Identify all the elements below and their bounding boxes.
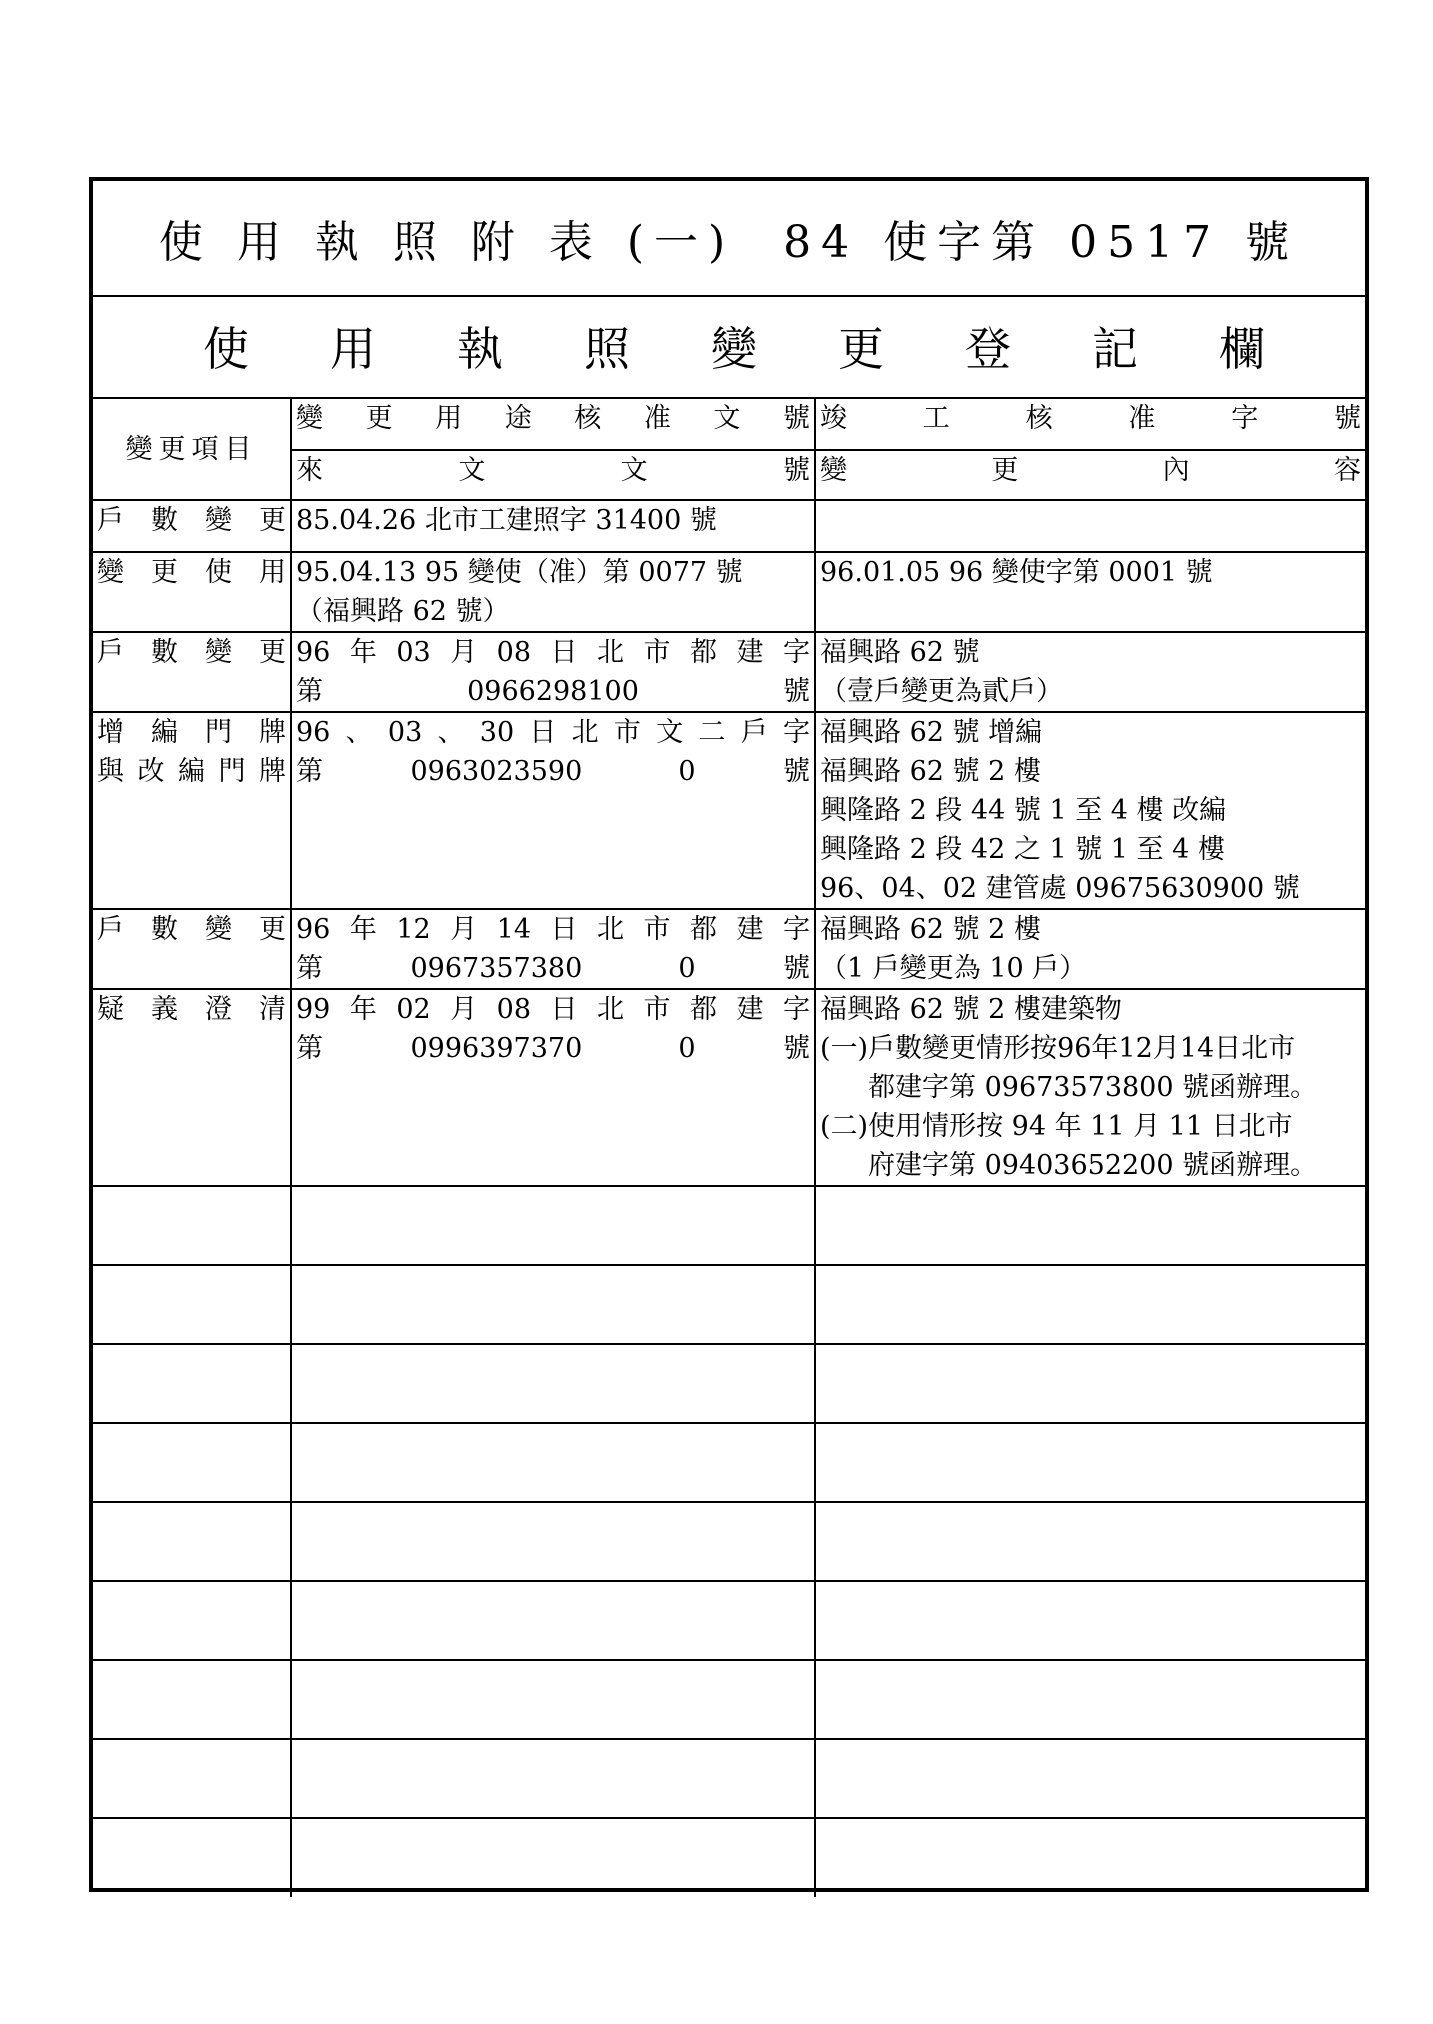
incoming-doc-cell-line: 96、03、30日北市文二戶字 bbox=[296, 717, 810, 748]
table-header-row bbox=[93, 399, 1365, 450]
table-row bbox=[93, 989, 1365, 1186]
header-change-content-text: 變更內容 bbox=[820, 454, 1361, 486]
change-item-cell-line: 戶數變更 bbox=[97, 914, 286, 945]
incoming-doc-cell bbox=[291, 552, 815, 632]
change-content-cell-line: （1 戶變更為 10 戶） bbox=[820, 953, 1087, 984]
section-title-char: 更 bbox=[838, 322, 884, 376]
change-content-cell-line: (一)戶數變更情形按96年12月14日北市 bbox=[820, 1033, 1296, 1064]
header-completion-no-text: 竣工核准字號 bbox=[820, 403, 1361, 434]
change-content-cell-line: （壹戶變更為貳戶） bbox=[820, 676, 1063, 707]
change-item-cell-line: 與改編門牌 bbox=[97, 756, 286, 787]
usage-license-appendix-form bbox=[89, 177, 1369, 1892]
change-content-cell bbox=[815, 632, 1365, 712]
empty-cell bbox=[291, 1660, 815, 1739]
change-content-cell-line: 興隆路 2 段 42 之 1 號 1 至 4 樓 bbox=[820, 834, 1225, 865]
incoming-doc-cell-line: 95.04.13 95 變使（准）第 0077 號 bbox=[296, 557, 743, 588]
empty-cell bbox=[291, 1344, 815, 1423]
change-content-cell-line: 福興路 62 號 2 樓 bbox=[820, 914, 1041, 945]
change-content-cell bbox=[815, 552, 1365, 632]
change-item-cell-line: 疑義澄清 bbox=[97, 994, 286, 1025]
change-item-cell-line: 戶數變更 bbox=[97, 505, 286, 536]
empty-cell bbox=[815, 1739, 1365, 1818]
change-record-table bbox=[93, 399, 1365, 1897]
incoming-doc-cell bbox=[291, 632, 815, 712]
table-row bbox=[93, 500, 1365, 552]
change-item-cell-line: 戶數變更 bbox=[97, 637, 286, 668]
empty-cell bbox=[291, 1265, 815, 1344]
change-item-cell bbox=[93, 989, 291, 1186]
incoming-doc-cell-line: 第0966298100號 bbox=[296, 676, 810, 707]
section-title-char: 用 bbox=[330, 322, 376, 376]
empty-cell bbox=[93, 1265, 291, 1344]
change-content-cell-line: 福興路 62 號 bbox=[820, 637, 980, 668]
empty-table-row bbox=[93, 1502, 1365, 1581]
table-row bbox=[93, 712, 1365, 909]
section-title-char: 執 bbox=[457, 322, 503, 376]
incoming-doc-cell-line: （福興路 62 號） bbox=[296, 596, 510, 627]
incoming-doc-cell-line: 96年12月14日北市都建字 bbox=[296, 914, 810, 945]
change-item-cell bbox=[93, 712, 291, 909]
empty-table-row bbox=[93, 1739, 1365, 1818]
change-item-cell bbox=[93, 500, 291, 552]
change-content-cell-line: 福興路 62 號 2 樓 bbox=[820, 756, 1041, 787]
incoming-doc-cell bbox=[291, 712, 815, 909]
header-approval-doc bbox=[291, 399, 815, 450]
empty-cell bbox=[93, 1660, 291, 1739]
empty-cell bbox=[291, 1581, 815, 1660]
change-item-cell bbox=[93, 552, 291, 632]
incoming-doc-cell bbox=[291, 909, 815, 989]
change-content-cell-line: 興隆路 2 段 44 號 1 至 4 樓 改編 bbox=[820, 795, 1227, 826]
incoming-doc-cell-line: 第0967357380 0號 bbox=[296, 953, 810, 984]
empty-cell bbox=[291, 1818, 815, 1897]
empty-cell bbox=[93, 1739, 291, 1818]
empty-cell bbox=[815, 1818, 1365, 1897]
empty-cell bbox=[815, 1423, 1365, 1502]
change-content-cell-line: 福興路 62 號 2 樓建築物 bbox=[820, 994, 1122, 1025]
change-content-cell bbox=[815, 909, 1365, 989]
header-item: 變更項目 bbox=[93, 399, 291, 500]
empty-table-row bbox=[93, 1186, 1365, 1265]
incoming-doc-cell bbox=[291, 500, 815, 552]
table-row bbox=[93, 632, 1365, 712]
empty-cell bbox=[815, 1581, 1365, 1660]
change-content-cell-line: 府建字第 09403652200 號函辦理。 bbox=[868, 1150, 1318, 1181]
empty-table-row bbox=[93, 1344, 1365, 1423]
empty-cell bbox=[291, 1502, 815, 1581]
incoming-doc-cell-line: 99年02月08日北市都建字 bbox=[296, 994, 810, 1025]
table-row bbox=[93, 909, 1365, 989]
page-title: 使 用 執 照 附 表 (一) 84 使字第 0517 號 bbox=[93, 181, 1365, 297]
change-content-cell bbox=[815, 712, 1365, 909]
empty-cell bbox=[93, 1818, 291, 1897]
section-title-char: 欄 bbox=[1219, 322, 1265, 376]
header-change-content bbox=[815, 450, 1365, 501]
section-title-char: 記 bbox=[1092, 322, 1138, 376]
empty-cell bbox=[291, 1739, 815, 1818]
empty-cell bbox=[93, 1186, 291, 1265]
section-title-char: 照 bbox=[584, 322, 630, 376]
incoming-doc-cell bbox=[291, 989, 815, 1186]
change-content-cell-line: 福興路 62 號 增編 bbox=[820, 717, 1043, 748]
section-title-char: 登 bbox=[965, 322, 1011, 376]
change-content-cell-line: (二)使用情形按 94 年 11 月 11 日北市 bbox=[820, 1111, 1293, 1142]
empty-table-row bbox=[93, 1265, 1365, 1344]
change-content-cell-line: 96.01.05 96 變使字第 0001 號 bbox=[820, 557, 1213, 588]
header-incoming-doc-text: 來文文號 bbox=[296, 454, 810, 486]
empty-table-row bbox=[93, 1818, 1365, 1897]
empty-cell bbox=[815, 1502, 1365, 1581]
change-content-cell bbox=[815, 989, 1365, 1186]
incoming-doc-cell-line: 85.04.26 北市工建照字 31400 號 bbox=[296, 505, 717, 536]
section-title-char: 變 bbox=[711, 322, 757, 376]
change-item-cell-line: 變更使用 bbox=[97, 557, 286, 588]
empty-cell bbox=[815, 1344, 1365, 1423]
section-title-char: 使 bbox=[203, 322, 249, 376]
empty-table-row bbox=[93, 1660, 1365, 1739]
empty-table-row bbox=[93, 1581, 1365, 1660]
change-item-cell bbox=[93, 909, 291, 989]
header-approval-doc-text: 變更用途核准文號 bbox=[296, 403, 810, 434]
empty-cell bbox=[291, 1423, 815, 1502]
empty-cell bbox=[815, 1186, 1365, 1265]
incoming-doc-cell-line: 96年03月08日北市都建字 bbox=[296, 637, 810, 668]
change-item-cell bbox=[93, 632, 291, 712]
empty-table-row bbox=[93, 1423, 1365, 1502]
change-item-cell-line: 增編門牌 bbox=[97, 717, 286, 748]
change-content-cell-line: 都建字第 09673573800 號函辦理。 bbox=[868, 1072, 1318, 1103]
change-content-cell bbox=[815, 500, 1365, 552]
incoming-doc-cell-line: 第0996397370 0號 bbox=[296, 1033, 810, 1064]
empty-cell bbox=[93, 1502, 291, 1581]
empty-cell bbox=[291, 1186, 815, 1265]
empty-cell bbox=[815, 1265, 1365, 1344]
header-completion-no bbox=[815, 399, 1365, 450]
section-title bbox=[93, 295, 1365, 399]
table-row bbox=[93, 552, 1365, 632]
empty-cell bbox=[93, 1423, 291, 1502]
empty-cell bbox=[93, 1344, 291, 1423]
incoming-doc-cell-line: 第0963023590 0號 bbox=[296, 756, 810, 787]
change-content-cell-line: 96、04、02 建管處 09675630900 號 bbox=[820, 873, 1300, 904]
empty-cell bbox=[815, 1660, 1365, 1739]
empty-cell bbox=[93, 1581, 291, 1660]
header-incoming-doc bbox=[291, 450, 815, 501]
